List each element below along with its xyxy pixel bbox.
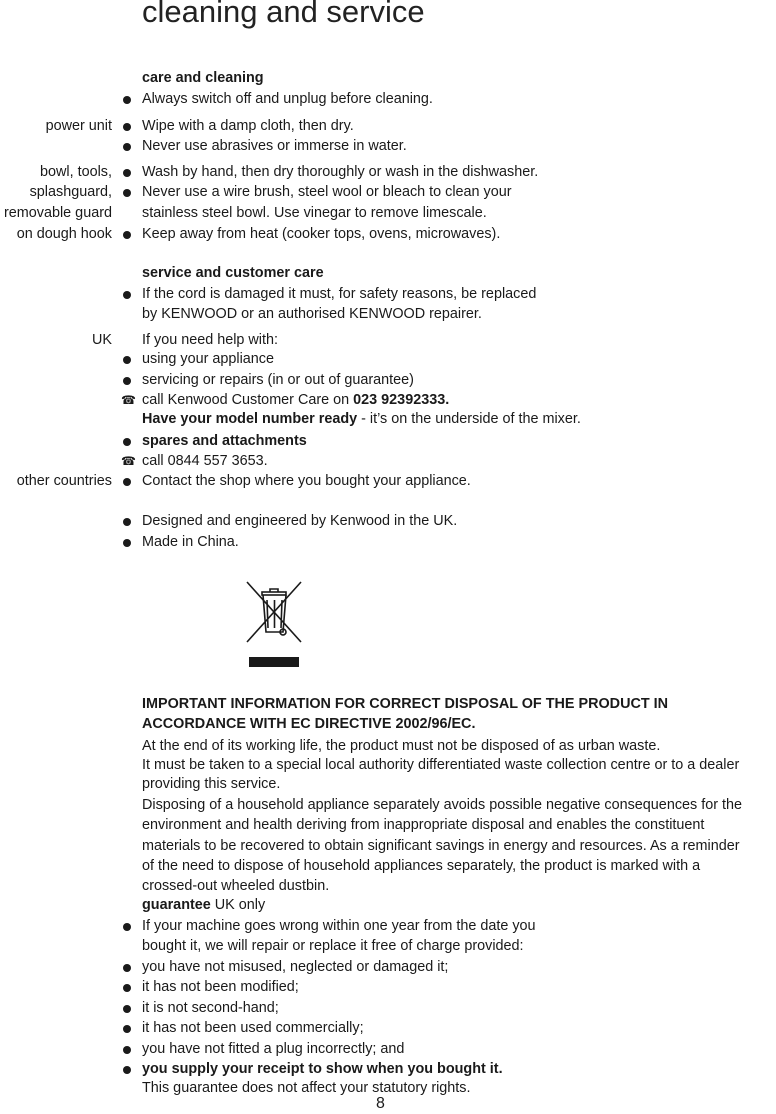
bowl-label: splashguard,	[29, 184, 112, 200]
care-wipe: Wipe with a damp cloth, then dry.	[142, 118, 354, 134]
service-heading: service and customer care	[142, 265, 324, 281]
care-heading: care and cleaning	[142, 70, 264, 86]
uk-label: UK	[92, 332, 112, 348]
care-never-abrasive: Never use abrasives or immerse in water.	[142, 138, 407, 154]
bullet-icon	[123, 478, 131, 486]
guarantee-heading	[142, 896, 265, 914]
telephone-icon: ☎	[121, 393, 136, 407]
guarantee-item: it is not second-hand;	[142, 1000, 279, 1016]
model-bold: Have your model number ready	[142, 411, 358, 427]
bullet-icon	[123, 356, 131, 364]
bullet-icon	[123, 518, 131, 526]
bullet-icon	[123, 1066, 131, 1074]
bowl-label: removable guard	[4, 205, 112, 221]
service-cord-cont: by KENWOOD or an authorised KENWOOD repairer.	[142, 306, 482, 322]
guarantee-title: guarantee	[142, 897, 211, 913]
disposal-line: crossed-out wheeled dustbin.	[142, 878, 330, 894]
disposal-line: providing this service.	[142, 776, 281, 792]
bullet-icon	[123, 1046, 131, 1054]
disposal-heading-cont: ACCORDANCE WITH EC DIRECTIVE 2002/96/EC.	[142, 716, 476, 732]
bullet-icon	[123, 539, 131, 547]
service-cord: If the cord is damaged it must, for safety reasons, be replaced	[142, 286, 537, 302]
service-designed: Designed and engineered by Kenwood in the UK.	[142, 513, 458, 529]
bullet-icon	[123, 438, 131, 446]
page-title: cleaning and service	[142, 0, 425, 29]
disposal-line: Disposing of a household appliance separately avoids possible negative consequences for the	[142, 797, 743, 813]
care-always: Always switch off and unplug before cleaning.	[142, 91, 433, 107]
bullet-icon	[123, 143, 131, 151]
bullet-icon	[123, 923, 131, 931]
disposal-line: materials to be recovered to obtain significant savings in energy and resources. As a reminder	[142, 838, 740, 854]
disposal-line: environment and health deriving from inappropriate disposal and enables the constituent	[142, 817, 705, 833]
disposal-line: It must be taken to a special local authority differentiated waste collection centre or to a dealer	[142, 757, 740, 773]
bullet-icon	[123, 1025, 131, 1033]
guarantee-statutory: This guarantee does not affect your statutory rights.	[142, 1080, 471, 1096]
page-number: 8	[376, 1095, 385, 1112]
service-spares-call: call 0844 557 3653.	[142, 453, 268, 469]
service-help: If you need help with:	[142, 332, 279, 348]
crossed-out-wheeled-bin-icon	[243, 580, 305, 668]
guarantee-scope: UK only	[210, 897, 266, 913]
bullet-icon	[123, 189, 131, 197]
guarantee-item: it has not been used commercially;	[142, 1020, 364, 1036]
bullet-icon	[123, 1005, 131, 1013]
guarantee-item: you have not fitted a plug incorrectly; and	[142, 1041, 405, 1057]
bullet-icon	[123, 96, 131, 104]
service-model	[142, 410, 581, 428]
bullet-icon	[123, 169, 131, 177]
care-wash: Wash by hand, then dry thoroughly or wash in the dishwasher.	[142, 164, 539, 180]
other-countries-label: other countries	[16, 473, 112, 489]
disposal-line: of the need to dispose of household appliances separately, the product is marked with a	[142, 858, 701, 874]
guarantee-item: you have not misused, neglected or damaged it;	[142, 959, 449, 975]
guarantee-if: If your machine goes wrong within one year from the date you	[142, 918, 536, 934]
guarantee-item: it has not been modified;	[142, 979, 299, 995]
telephone-icon: ☎	[121, 454, 136, 468]
service-call	[142, 391, 449, 409]
bullet-icon	[123, 123, 131, 131]
bullet-icon	[123, 964, 131, 972]
guarantee-receipt: you supply your receipt to show when you bought it.	[142, 1061, 503, 1077]
care-never-wire: Never use a wire brush, steel wool or bleach to clean your	[142, 184, 512, 200]
service-using: using your appliance	[142, 351, 275, 367]
disposal-heading: IMPORTANT INFORMATION FOR CORRECT DISPOSAL OF THE PRODUCT IN	[142, 696, 669, 712]
bowl-label: bowl, tools,	[40, 164, 112, 180]
service-spares: spares and attachments	[142, 433, 307, 449]
bowl-label: on dough hook	[16, 226, 112, 242]
care-never-wire-cont: stainless steel bowl. Use vinegar to remove limescale.	[142, 205, 487, 221]
bullet-icon	[123, 291, 131, 299]
service-servicing: servicing or repairs (in or out of guarantee)	[142, 372, 414, 388]
service-contact: Contact the shop where you bought your appliance.	[142, 473, 471, 489]
call-prefix: call Kenwood Customer Care on	[142, 392, 354, 408]
model-rest: - it’s on the underside of the mixer.	[357, 411, 581, 427]
disposal-line: At the end of its working life, the product must not be disposed of as urban waste.	[142, 738, 661, 754]
bullet-icon	[123, 377, 131, 385]
guarantee-if-cont: bought it, we will repair or replace it free of charge provided:	[142, 938, 524, 954]
call-number: 023 92392333.	[353, 392, 450, 408]
care-keep-away: Keep away from heat (cooker tops, ovens, microwaves).	[142, 226, 501, 242]
bullet-icon	[123, 231, 131, 239]
bullet-icon	[123, 984, 131, 992]
service-made: Made in China.	[142, 534, 239, 550]
power-unit-label: power unit	[45, 118, 112, 134]
